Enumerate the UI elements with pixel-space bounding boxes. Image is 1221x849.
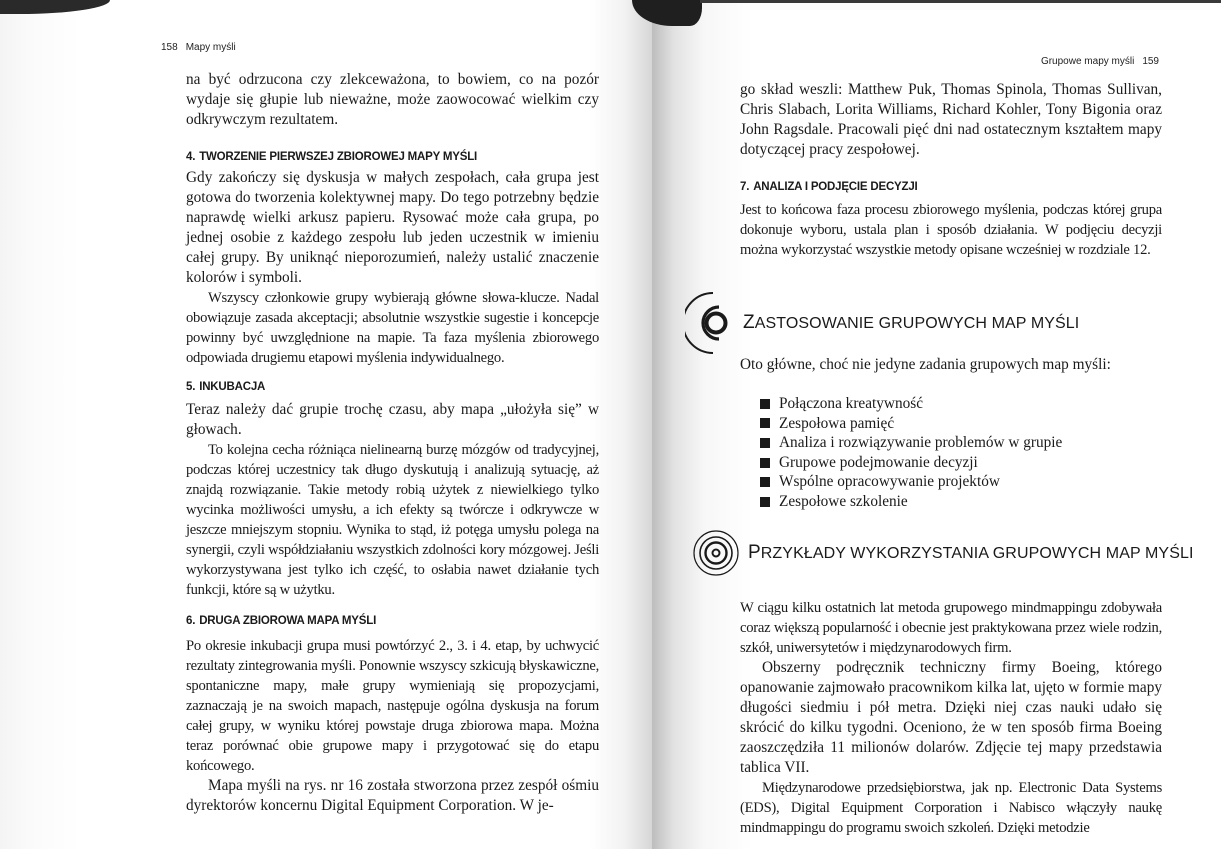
examples-paragraph-2: Obszerny podręcznik techniczny firmy Boeing, którego opanowanie zajmowało pracownikom kilka lat, ujęto w formie mapy długości siedmiu i pół metra. Dzięki niej czas nauki udało się skrócić do kilku tygodni. Oceniono, że w ten sposób firma Boeing zaoszczędziła 11 milionów dolarów. Zdjęcie tej mapy przedstawia tablica VII. — [740, 659, 1162, 776]
section-5 — [186, 380, 599, 394]
section-6-paragraph-2: Mapa myśli na rys. nr 16 została stworzona przez zespół ośmiu dyrektorów koncernu Digital Equipment Corporation. W je- — [186, 777, 599, 814]
left-running-title: Mapy myśli — [185, 42, 236, 53]
right-page-number: 159 — [1142, 56, 1159, 67]
section-7-heading: 7. ANALIZA I PODJĘCIE DECYZJI — [740, 181, 918, 193]
right-running-header — [1041, 56, 1159, 67]
applications-list — [760, 394, 1140, 512]
examples-body — [740, 598, 1162, 838]
examples-heading-block — [692, 525, 1194, 581]
bullet-square-icon — [760, 477, 770, 487]
section-5-paragraph-2: To kolejna cecha różniąca nielinearną burzę mózgów od tradycyjnej, podczas której uczestnicy tak długo dyskutują i analizują sytuację, aż znajdą rozwiązanie. Takie metody robią użytek z niewielkiego tylko wycinka możliwości umysłu, a ich efekty są twórcze i odkrywcze w jeszcze mniejszym stopniu. Wynika to stąd, iż potęga umysłu polega na synergii, czyli współdziałaniu wszystkich zdolności kory mózgowej. Jeśli wykorzystywana jest tylko ich część, to osłabia nawet działanie tych funkcji, które są w użytku. — [186, 442, 599, 598]
right-intro-paragraph: go skład weszli: Matthew Puk, Thomas Spinola, Thomas Sullivan, Chris Slabach, Lorita Williams, Richard Kohler, Tony Bigonia oraz John Ragsdale. Pracowali pięć dni nad ostatecznym kształtem mapy dotyczącej pracy zespołowej. — [740, 81, 1162, 158]
bullet-square-icon — [760, 497, 770, 507]
list-item: Analiza i rozwiązywanie problemów w grupie — [760, 433, 1140, 453]
list-item: Grupowe podejmowanie decyzji — [760, 453, 1140, 473]
section-4-paragraph-1: Gdy zakończy się dyskusja w małych zespołach, cała grupa jest gotowa do tworzenia kolektywnej mapy. Do tego potrzebny będzie naprawdę wielki arkusz papieru. Rysować może cała grupa, po jednej osobie z każdego zespołu lub jeden uczestnik w imieniu całej grupy. By uniknąć nieporozumień, należy ustalić znaczenie kolorów i symboli. — [186, 169, 599, 286]
bullet-square-icon — [760, 418, 770, 428]
section-4-body — [186, 168, 599, 368]
section-7 — [740, 180, 1162, 194]
applications-heading: ZASTOSOWANIE GRUPOWYCH MAP MYŚLI — [743, 312, 1080, 333]
left-intro-paragraph: na być odrzucona czy zlekceważona, to bowiem, co na pozór wydaje się głupie lub nieważne, może zaowocować wielkim czy odkrywczym rezultatem. — [186, 71, 599, 128]
section-4-heading: 4. TWORZENIE PIERWSZEJ ZBIOROWEJ MAPY MYŚLI — [186, 151, 478, 163]
target-circles-icon — [692, 525, 744, 581]
applications-intro-block — [740, 355, 1162, 375]
left-running-header — [161, 42, 236, 53]
bullet-square-icon — [760, 458, 770, 468]
examples-paragraph-3: Międzynarodowe przedsiębiorstwa, jak np. Electronic Data Systems (EDS), Digital Equipment Corporation i Nabisco włączyły naukę mindmappingu do programu swoich szkoleń. Dzięki metodzie — [740, 780, 1162, 836]
concentric-arcs-icon — [685, 287, 731, 359]
examples-heading: PRZYKŁADY WYKORZYSTANIA GRUPOWYCH MAP MYŚLI — [748, 542, 1194, 563]
right-running-title: Grupowe mapy myśli — [1040, 56, 1135, 67]
list-item: Połączona kreatywność — [760, 394, 1140, 414]
left-intro — [186, 70, 599, 130]
section-6-heading: 6. DRUGA ZBIOROWA MAPA MYŚLI — [186, 615, 377, 627]
applications-intro: Oto główne, choć nie jedyne zadania grupowych map myśli: — [740, 356, 1111, 373]
list-item: Zespołowa pamięć — [760, 414, 1140, 434]
section-7-body — [740, 200, 1162, 260]
section-4-paragraph-2: Wszyscy członkowie grupy wybierają główne słowa-klucze. Nadal obowiązuje zasada akceptacji; absolutnie wszystkie sugestie i koncepcje powinny być uwzględnione na mapie. Ta faza myślenia zbiorowego odpowiada drugiemu etapowi myślenia indywidualnego. — [186, 290, 599, 366]
examples-paragraph-1: W ciągu kilku ostatnich lat metoda grupowego mindmappingu zdobywała coraz większą popularność i obecnie jest praktykowana przez wiele rodzin, szkół, uniwersytetów i międzynarodowych firm. — [740, 600, 1162, 656]
bullet-square-icon — [760, 438, 770, 448]
list-item: Zespołowe szkolenie — [760, 492, 1140, 512]
section-5-paragraph-1: Teraz należy dać grupie trochę czasu, aby mapa „ułożyła się” w głowach. — [186, 401, 599, 438]
section-7-paragraph-1: Jest to końcowa faza procesu zbiorowego myślenia, podczas której grupa dokonuje wyboru, ustala plan i sposób działania. W podjęciu decyzji można wykorzystać wszystkie metody opisane wcześniej w rozdziale 12. — [740, 202, 1162, 258]
list-item: Wspólne opracowywanie projektów — [760, 472, 1140, 492]
section-4 — [186, 150, 599, 164]
section-5-body — [186, 400, 599, 600]
section-6 — [186, 614, 599, 628]
section-6-body — [186, 636, 599, 816]
left-page-number: 158 — [161, 42, 178, 53]
top-edge-line — [700, 0, 1221, 3]
section-6-paragraph-1: Po okresie inkubacji grupa musi powtórzyć 2., 3. i 4. etap, by uchwycić rezultaty zintegrowania myśli. Ponownie wszyscy szkicują błyskawiczne, spontaniczne mapy, małe grupy wymieniają się propozycjami, zaznaczają je na swoich mapach, następuje ogólna dyskusja na forum całej grupy, w wyniku której powstaje druga zbiorowa mapa. Można teraz porównać obie grupowe mapy i przygotować się do etapu końcowego. — [186, 638, 599, 774]
section-5-heading: 5. INKUBACJA — [186, 381, 266, 393]
right-page — [652, 0, 1221, 849]
right-intro — [740, 80, 1162, 160]
page-curl-shadow — [0, 0, 110, 14]
bullet-square-icon — [760, 399, 770, 409]
applications-heading-block — [685, 287, 1079, 359]
